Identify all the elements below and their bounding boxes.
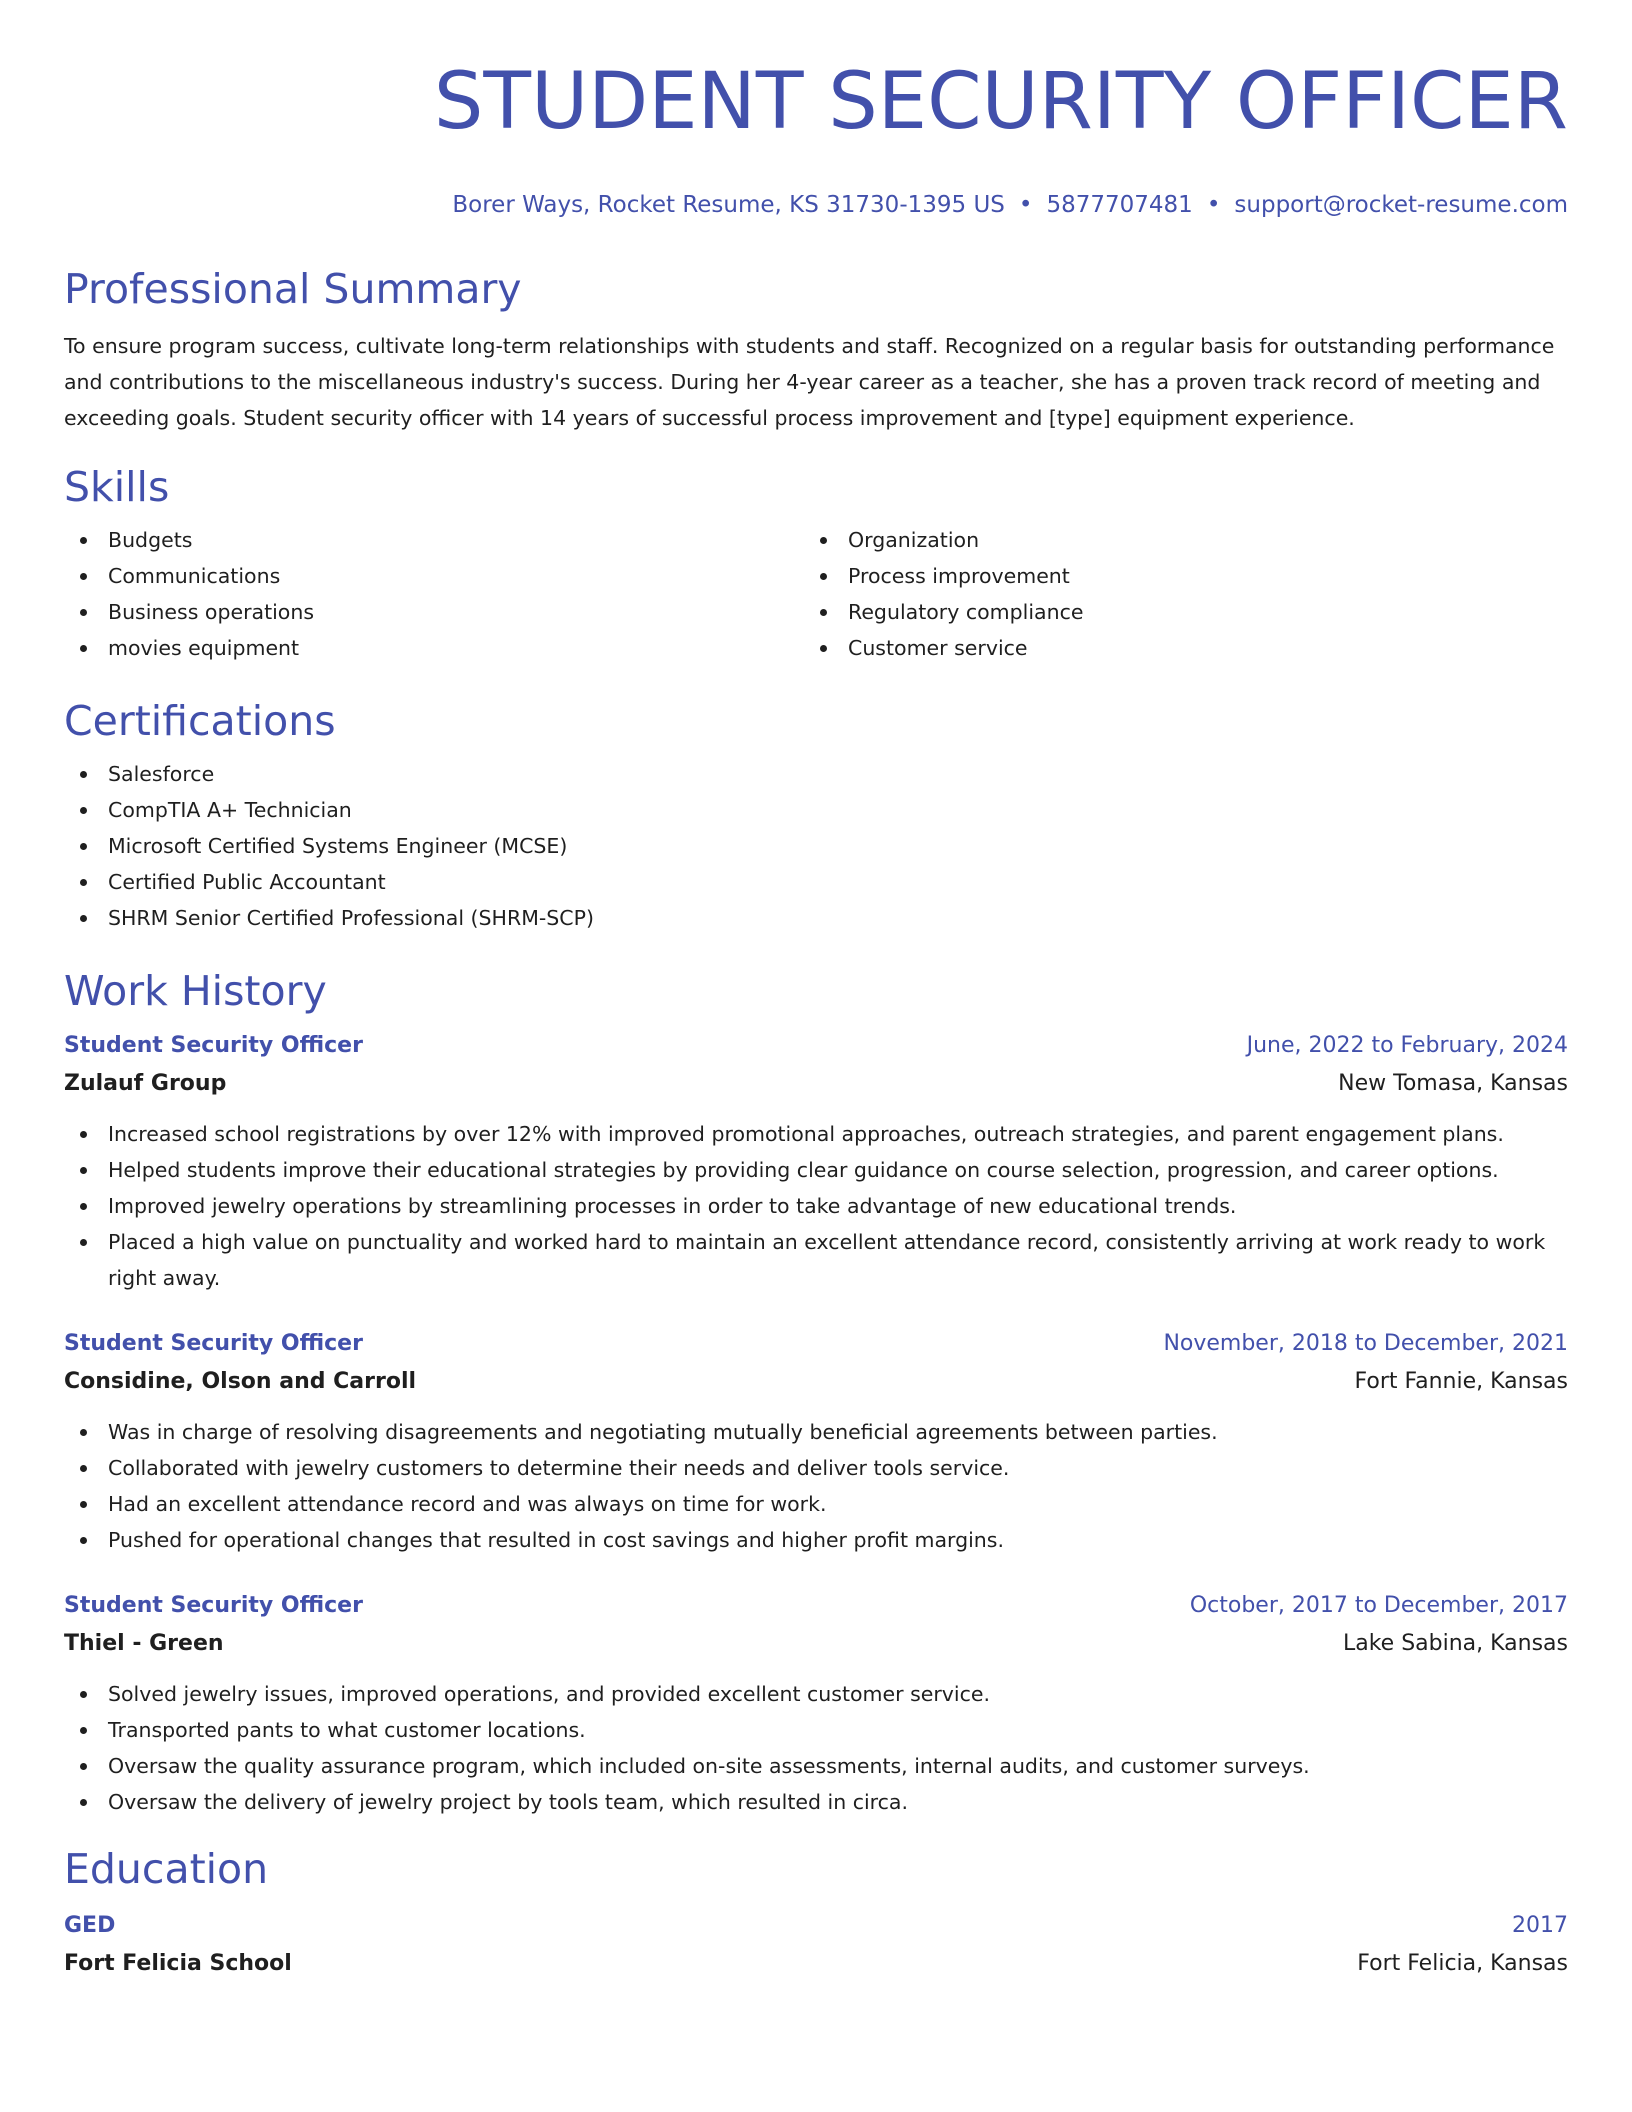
job-bullet: Transported pants to what customer locations. bbox=[64, 1712, 1568, 1748]
job-dates: June, 2022 to February, 2024 bbox=[1246, 1033, 1568, 1058]
summary-heading: Professional Summary bbox=[64, 265, 522, 313]
contact-phone: 5877707481 bbox=[1046, 192, 1193, 218]
job-title: Student Security Officer bbox=[64, 1033, 363, 1058]
job-title: Student Security Officer bbox=[64, 1331, 363, 1356]
company-name: Zulauf Group bbox=[64, 1071, 227, 1096]
job-bullet: Increased school registrations by over 12% with improved promotional approaches, outreach strategies, and parent engagement plans. bbox=[64, 1116, 1568, 1152]
resume-name: STUDENT SECURITY OFFICER bbox=[433, 57, 1568, 147]
degree: GED bbox=[64, 1913, 116, 1938]
company-name: Considine, Olson and Carroll bbox=[64, 1369, 417, 1394]
education-entry bbox=[64, 1908, 1568, 1984]
education-heading: Education bbox=[64, 1845, 269, 1893]
job-bullet: Solved jewelry issues, improved operations, and provided excellent customer service. bbox=[64, 1676, 1568, 1712]
job-bullet: Helped students improve their educational strategies by providing clear guidance on course selection, progression, and career options. bbox=[64, 1152, 1568, 1188]
skill-item: Budgets bbox=[64, 522, 804, 558]
job-title: Student Security Officer bbox=[64, 1593, 363, 1618]
job-bullets bbox=[64, 1414, 1568, 1558]
job-bullet: Oversaw the delivery of jewelry project by tools team, which resulted in circa. bbox=[64, 1784, 1568, 1820]
skill-item: Organization bbox=[804, 522, 1544, 558]
school-name: Fort Felicia School bbox=[64, 1951, 292, 1976]
skills-heading: Skills bbox=[64, 463, 170, 511]
job-bullet: Was in charge of resolving disagreements and negotiating mutually beneficial agreements between parties. bbox=[64, 1414, 1568, 1450]
skill-item: Process improvement bbox=[804, 558, 1544, 594]
certifications-list bbox=[64, 756, 1568, 936]
job-dates: October, 2017 to December, 2017 bbox=[1189, 1593, 1568, 1618]
skills-column-right bbox=[804, 522, 1544, 666]
certification-item: Certified Public Accountant bbox=[64, 864, 1568, 900]
job-location: Lake Sabina, Kansas bbox=[1342, 1631, 1568, 1656]
contact-email: support@rocket-resume.com bbox=[1234, 192, 1568, 218]
job-bullet: Pushed for operational changes that resulted in cost savings and higher profit margins. bbox=[64, 1522, 1568, 1558]
summary-text: To ensure program success, cultivate long-term relationships with students and staff. Recognized on a regular basis for outstanding performance and contributions to the miscellaneous industry's success. During her 4-year career as a teacher, she has a proven track record of meeting and exceeding goals. Student security officer with 14 years of successful process improvement and [type] equipment experience. bbox=[64, 334, 1555, 430]
skill-item: Business operations bbox=[64, 594, 804, 630]
school-location: Fort Felicia, Kansas bbox=[1357, 1951, 1568, 1976]
skill-item: Customer service bbox=[804, 630, 1544, 666]
graduation-year: 2017 bbox=[1512, 1913, 1568, 1938]
certifications-heading: Certifications bbox=[64, 697, 336, 745]
certification-item: Salesforce bbox=[64, 756, 1568, 792]
skill-item: Regulatory compliance bbox=[804, 594, 1544, 630]
job-location: Fort Fannie, Kansas bbox=[1354, 1369, 1568, 1394]
skill-item: movies equipment bbox=[64, 630, 804, 666]
job-location: New Tomasa, Kansas bbox=[1338, 1071, 1568, 1096]
job-bullet: Collaborated with jewelry customers to determine their needs and deliver tools service. bbox=[64, 1450, 1568, 1486]
certification-item: CompTIA A+ Technician bbox=[64, 792, 1568, 828]
skills-column-left bbox=[64, 522, 804, 666]
job-entry bbox=[64, 1588, 1568, 1820]
certification-item: Microsoft Certified Systems Engineer (MCSE) bbox=[64, 828, 1568, 864]
contact-line bbox=[64, 190, 1568, 220]
job-bullet: Oversaw the quality assurance program, which included on-site assessments, internal audits, and customer surveys. bbox=[64, 1748, 1568, 1784]
company-name: Thiel - Green bbox=[64, 1631, 224, 1656]
job-bullet: Improved jewelry operations by streamlining processes in order to take advantage of new educational trends. bbox=[64, 1188, 1568, 1224]
job-dates: November, 2018 to December, 2021 bbox=[1163, 1331, 1568, 1356]
job-bullet: Had an excellent attendance record and was always on time for work. bbox=[64, 1486, 1568, 1522]
contact-separator: • bbox=[1018, 192, 1033, 218]
certification-item: SHRM Senior Certified Professional (SHRM-SCP) bbox=[64, 900, 1568, 936]
job-bullets bbox=[64, 1116, 1568, 1296]
job-bullet: Placed a high value on punctuality and worked hard to maintain an excellent attendance record, consistently arriving at work ready to work right away. bbox=[64, 1224, 1568, 1296]
contact-separator: • bbox=[1206, 192, 1221, 218]
skills-list bbox=[64, 522, 1568, 666]
work-history-heading: Work History bbox=[64, 967, 327, 1015]
contact-address: Borer Ways, Rocket Resume, KS 31730-1395 US bbox=[452, 192, 1005, 218]
job-entry bbox=[64, 1028, 1568, 1296]
skill-item: Communications bbox=[64, 558, 804, 594]
job-entry bbox=[64, 1326, 1568, 1558]
job-bullets bbox=[64, 1676, 1568, 1820]
